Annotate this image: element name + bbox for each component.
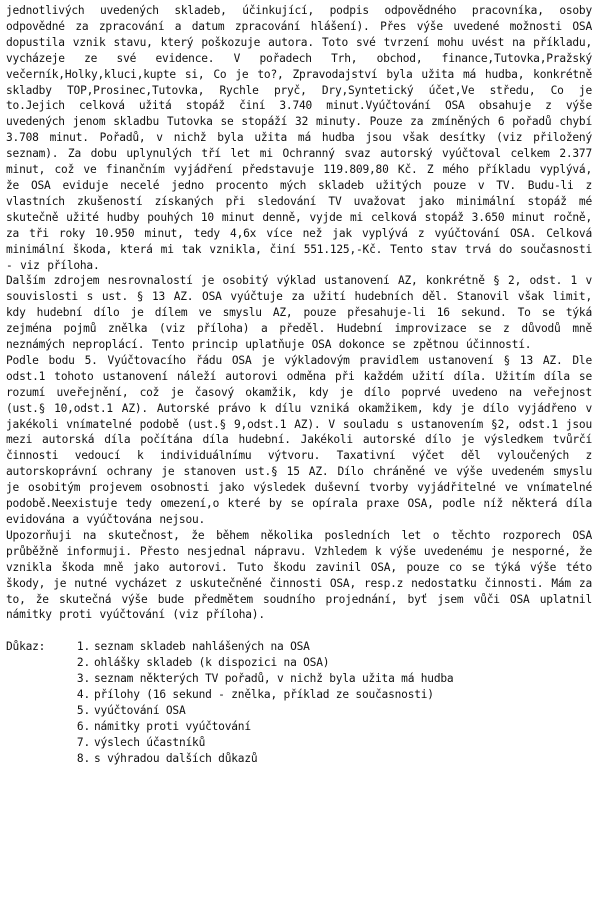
evidence-item [6, 671, 592, 687]
evidence-item-text: ohlášky skladeb (k dispozici na OSA) [94, 656, 330, 670]
evidence-heading: Důkaz: [6, 640, 46, 654]
evidence-item-number: 2. [76, 656, 90, 670]
paragraph-interpretation-az: Dalším zdrojem nesrovnalostí je osobitý výklad ustanovení AZ, konkrétně § 2, odst. 1 v souvislosti s ust. § 13 AZ. OSA vyúčtuje za užití hudebních děl. Stanovil však limit, kdy hudební dílo je dílem ve smyslu AZ, pouze přesahuje-li 16 sekund. To se týká zejména pojmů znělka (viz příloha) a předěl. Hudební improvizace se z důvodů mně neznámých neproplácí. Tento princip uplatňuje OSA dokonce se zpětnou účinností. [6, 274, 592, 352]
evidence-item [6, 735, 592, 751]
evidence-item-text: přílohy (16 sekund - znělka, příklad ze současnosti) [94, 688, 434, 702]
evidence-item-number: 5. [76, 703, 90, 717]
evidence-list [6, 639, 592, 766]
evidence-item [6, 703, 592, 719]
evidence-item-text: výslech účastníků [94, 735, 206, 749]
paragraph-notice-of-damage: Upozorňuji na skutečnost, že během několika posledních let o těchto rozporech OSA průběžně informuji. Přesto nesjednal nápravu. Vzhledem k výše uvedenému je nesporné, že vznikla škoda mně jako autorovi. Tuto škodu zavinil OSA, pouze co se týká výše této škody, je nutné vycházet z uskutečněné činnosti OSA, resp.z nedostatku činnosti. Mám za to, že skutečná výše bude předmětem soudního projednání, byť jsem vůči OSA uplatnil námitky proti vyúčtování (viz příloha). [6, 528, 592, 622]
evidence-item [6, 655, 592, 671]
evidence-item-number: 3. [76, 672, 90, 686]
evidence-item-text: námitky proti vyúčtování [94, 719, 251, 733]
evidence-item-text: seznam některých TV pořadů, v nichž byla užita má hudba [94, 672, 454, 686]
evidence-item [6, 687, 592, 703]
evidence-item-text: s výhradou dalších důkazů [94, 751, 258, 765]
evidence-item-number: 6. [76, 719, 90, 733]
evidence-item [6, 751, 592, 767]
evidence-item-number: 8. [76, 751, 90, 765]
evidence-item-text: seznam skladeb nahlášených na OSA [94, 640, 310, 654]
paragraph-evidence-of-loss: jednotlivých uvedených skladeb, účinkující, podpis odpovědného pracovníka, osoby odpovědné za zpracování a datum zpracování hlášení). Přes výše uvedené možnosti OSA dopustila vznik stavu, který poškozuje autora. Toto své tvrzení mohu uvést na příkladu, vycházeje ze své evidence. V pořadech Trh, obchod, finance,Tutovka,Pražský večerník,Holky,kluci,kupte si, Co je to?, Zpravodajství byla užita má hudba, konkrétně skladby TOP,Prosinec,Tutovka, Rychle pryč, Dry,Syntetický účet,Ve středu, Co je to.Jejich celková užitá stopáž činí 3.740 minut.Vyúčtování OSA obsahuje z výše uvedených jenom skladbu Tutovka se stopáží 32 minuty. Pouze za zmíněných 6 pořadů chybí 3.708 minut. Pořadů, v nichž byla užita má hudba jsou však desítky (viz přiložený seznam). Za dobu uplynulých tří let mi Ochranný svaz autorský vyúčtoval celkem 2.377 minut, což ve finančním vyjádření představuje 119.809,80 Kč. Z mého příkladu vyplývá, že OSA eviduje necelé jedno procento mých skladeb užitých pouze v TV. Budu-li z vlastních zkušeností získaných při sledování TV uvažovat jako minimální stopáž mé skutečně užité hudby pouhých 10 minut denně, vyjde mi celková stopáž 3.650 minut ročně, za tři roky 10.950 minut, tedy 4,6x více než jak vyplývá z vyúčtování OSA. Celková minimální škoda, která mi tak vznikla, činí 551.125,-Kč. Tento stav trvá do současnosti - viz příloha. [6, 4, 592, 272]
spacer [6, 623, 592, 639]
evidence-item-text: vyúčtování OSA [94, 703, 186, 717]
evidence-item-number: 7. [76, 735, 90, 749]
evidence-item [6, 639, 592, 655]
evidence-item-number: 1. [76, 640, 90, 654]
evidence-item-number: 4. [76, 688, 90, 702]
evidence-item [6, 719, 592, 735]
paragraph-billing-rules: Podle bodu 5. Vyúčtovacího řádu OSA je výkladovým pravidlem ustanovení § 13 AZ. Dle odst.1 tohoto ustanovení náleží autorovi odměna při každém užití díla. Užitím díla se rozumí uveřejnění, což je časový okamžik, kdy je dílo poprvé uvedeno na veřejnost (ust.§ 10,odst.1 AZ). Autorské právo k dílu vzniká okamžikem, kdy je dílo vyjádřeno v jakékoli vnímatelné podobě (ust.§ 9,odst.1 AZ). V souladu s ustanovením §2, odst.1 jsou mezi autorská díla počítána díla hudební. Jakékoli autorské dílo je výsledkem tvůrčí činnosti vedoucí k individuálnímu výtvoru. Taxativní výčet děl vyloučených z autorskoprávní ochrany je stanoven ust.§ 15 AZ. Dílo chráněné ve výše uvedeném smyslu je osobitým projevem osobnosti jako výsledek duševní tvorby vyjádřitelné ve vnímatelné podobě.Neexistuje tedy omezení,o které by se opírala praxe OSA, podle níž některá díla evidována a vyúčtována nejsou. [6, 353, 592, 526]
